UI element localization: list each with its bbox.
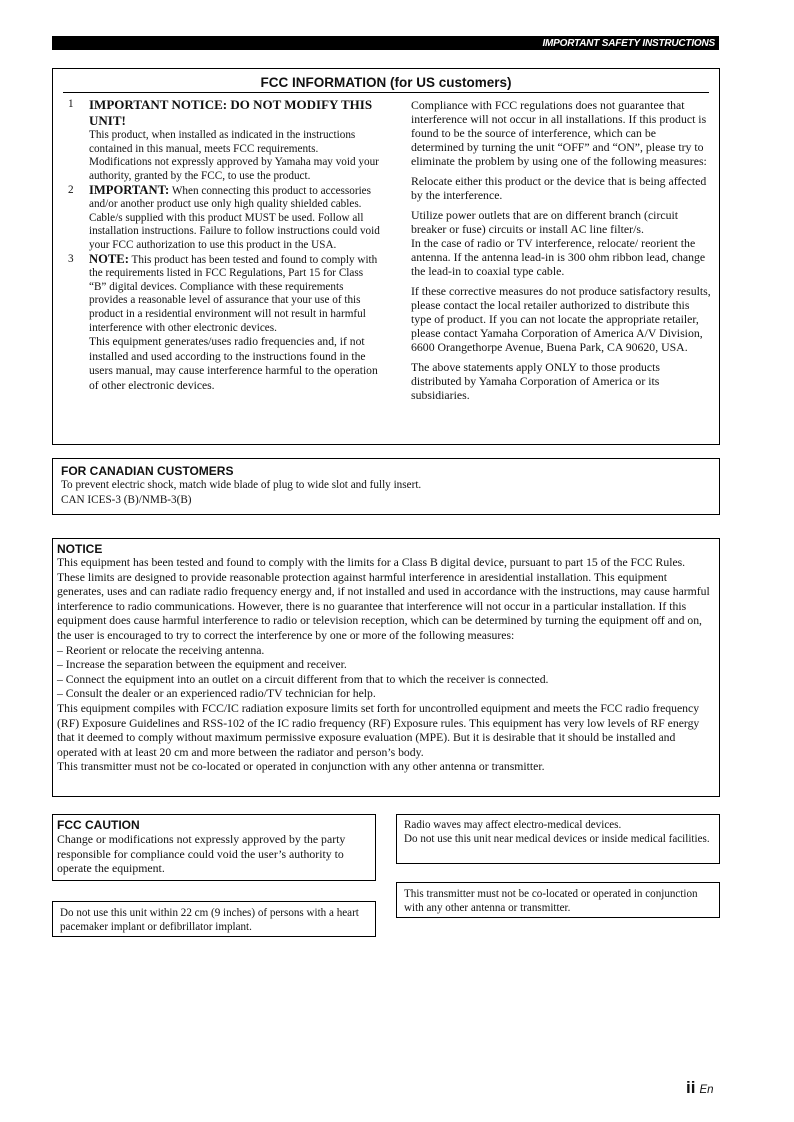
canadian-heading: FOR CANADIAN CUSTOMERS [61,464,234,478]
fcc-item-3 [68,253,380,394]
power-outlets-paragraph: Utilize power outlets that are on different branch (circuit breaker or fuse) circuits or install AC line filter/s. [411,208,679,236]
item-heading: IMPORTANT NOTICE: DO NOT MODIFY THIS UNIT! [89,97,373,128]
scope-paragraph: The above statements apply ONLY to those products distributed by Yamaha Corporation of America or its subsidiaries. [411,360,661,402]
relocate-paragraph: Relocate either this product or the device that is being affected by the interference. [411,174,707,202]
item-text-continued: This equipment generates/uses radio frequencies and, if not installed and used according to the instructions found in the users manual, may cause interference harmful to the operation of other electronic devices. [89,335,378,392]
notice-measure: – Increase the separation between the equipment and receiver. [57,658,347,672]
page-number [686,1078,714,1098]
fcc-caution-heading: FCC CAUTION [57,818,140,832]
canadian-plug-text: To prevent electric shock, match wide blade of plug to wide slot and fully insert. [61,479,422,491]
canadian-ices-text: CAN ICES-3 (B)/NMB-3(B) [61,493,192,506]
compliance-paragraph: Compliance with FCC regulations does not guarantee that interference will not occur in all installations. If this product is found to be the source of interference, which can be determined by turning the unit “OFF” and “ON”, please try to eliminate the problem by using one of the following measures: [411,98,707,168]
notice-box [52,538,720,797]
notice-colocation: This transmitter must not be co-located or operated in conjunction with any other antenna or transmitter. [57,760,545,774]
fcc-left-column [68,98,380,393]
section-header-bar [52,36,719,50]
contact-paragraph: If these corrective measures do not produce satisfactory results, please contact the local retailer authorized to distribute this type of product. If you can not locate the appropriate retailer, please contact Yamaha Corporation of America A/V Division, 6600 Orangethorpe Avenue, Buena Park, CA 90620, USA. [411,284,711,354]
item-number: 3 [68,252,74,265]
notice-rf-exposure: This equipment compiles with FCC/IC radiation exposure limits set forth for uncontrolled equipment and meets the FCC radio frequency (RF) Exposure Guidelines and RSS-102 of the IC radio frequency (RF) Exposure rules. This equipment has very low levels of RF energy that it deemed to comply without maximum permissive exposure evaluation (MPE). But it is desirable that it should be installed and operated with at least 20 cm and more between the radiator and person’s body. [57,701,700,759]
item-heading: IMPORTANT: [89,182,170,197]
language-label: En [699,1084,714,1096]
item-number: 2 [68,183,74,196]
item-number: 1 [68,98,74,110]
fcc-caution-text: Change or modifications not expressly approved by the party responsible for compliance could void the user’s authority to operate the equipment. [57,832,346,875]
notice-measure: – Connect the equipment into an outlet on a circuit different from that to which the receiver is connected. [57,672,549,686]
item-text: When connecting this product to accessories and/or another product use only high quality shielded cables. Cable/s supplied with this product MUST be used. Follow all installation instructions. Failure to follow instructions could void your FCC authorization to use this product in the USA. [89,184,380,251]
fcc-caution-box [52,814,376,881]
fcc-right-column [411,98,711,408]
item-text: This product has been tested and found to comply with the requirements listed in FCC Regulations, Part 15 for Class “B” digital devices. Compliance with these requirements provides a reasonable level of assurance that your use of this product in a residential environment will not result in harmful interference with other electronic devices. [89,253,378,334]
medical-devices-line: Do not use this unit near medical devices or inside medical facilities. [404,833,710,845]
section-title: IMPORTANT SAFETY INSTRUCTIONS [542,37,715,49]
notice-heading: NOTICE [57,542,103,556]
page-number-value: ii [686,1078,696,1097]
radio-waves-line: Radio waves may affect electro-medical devices. [404,819,622,831]
fcc-item-2 [68,184,380,253]
notice-measure: – Reorient or relocate the receiving antenna. [57,643,265,657]
fcc-information-title: FCC INFORMATION (for US customers) [63,74,709,93]
transmitter-warning-text: This transmitter must not be co-located or operated in conjunction with any other antenna or transmitter. [404,888,698,914]
notice-intro: This equipment has been tested and found to comply with the limits for a Class B digital device, pursuant to part 15 of the FCC Rules. These limits are designed to provide reasonable protection against harmful interference in aresidential installation. This equipment generates, uses and can radiate radio frequency energy and, if not installed and used in accordance with the instructions, may cause harmful interference to radio communications. However, there is no guarantee that interference will not occur in a particular installation. If this equipment does cause harmful interference to radio or television reception, which can be determined by turning the equipment off and on, the user is encouraged to try to correct the interference by one or more of the following measures: [57,556,710,642]
antenna-paragraph: In the case of radio or TV interference, relocate/ reorient the antenna. If the antenna lead-in is 300 ohm ribbon lead, change the lead-in to coaxial type cable. [411,236,706,278]
notice-measure: – Consult the dealer or an experienced radio/TV technician for help. [57,687,376,701]
item-text: This product, when installed as indicated in the instructions contained in this manual, meets FCC requirements. Modifications not expressly approved by Yamaha may void your authority, granted by the FCC, to use the product. [89,129,379,182]
canadian-customers-box [52,458,720,515]
fcc-item-1 [68,98,380,184]
pacemaker-warning-text: Do not use this unit within 22 cm (9 inches) of persons with a heart pacemaker implant or defibrillator implant. [60,907,359,933]
radio-waves-warning-box [396,814,720,864]
pacemaker-warning-box [52,901,376,937]
transmitter-warning-box [396,882,720,918]
fcc-information-box [52,68,720,445]
item-heading: NOTE: [89,251,129,266]
